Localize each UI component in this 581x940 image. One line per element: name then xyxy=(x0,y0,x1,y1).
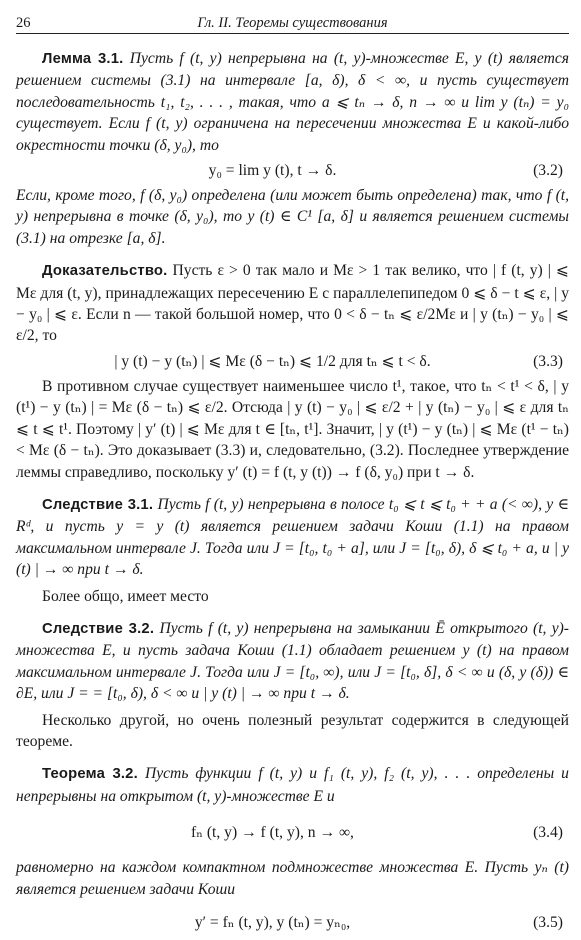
corollary-3-2-paragraph xyxy=(16,618,569,705)
lemma-label: Лемма 3.1. xyxy=(42,51,124,67)
corollary-3-2-label: Следствие 3.2. xyxy=(42,620,155,637)
theorem-statement-part-1: Пусть функции f (t, y) и f₁ (t, y), f₂ (t, y), . . . определены и непрерывны на открытом (t, y)-множестве E и xyxy=(16,765,569,805)
lemma-paragraph xyxy=(16,48,569,156)
proof-paragraph xyxy=(16,260,569,347)
equation-3-3-tag: (3.3) xyxy=(533,352,563,370)
equation-3-2-formula: y₀ = lim y (t), t → δ. xyxy=(208,162,337,180)
equation-3-3 xyxy=(16,349,569,374)
equation-3-3-formula: | y (t) − y (tₙ) | ⩽ Mε (δ − tₙ) ⩽ 1/2 для tₙ ⩽ t < δ. xyxy=(114,352,431,370)
theorem-label: Теорема 3.2. xyxy=(42,766,138,783)
equation-3-2-tag: (3.2) xyxy=(533,162,563,180)
equation-3-4 xyxy=(16,815,569,851)
lemma-continuation xyxy=(16,185,569,249)
equation-3-5 xyxy=(16,906,569,940)
running-header xyxy=(16,14,569,34)
corollary-3-1-label: Следствие 3.1. xyxy=(42,496,154,513)
theorem-statement-part-2: равномерно на каждом компактном подмножестве множества E. Пусть yₙ (t) является решением задачи Коши xyxy=(16,859,569,898)
equation-3-4-formula: fₙ (t, y) → f (t, y), n → ∞, xyxy=(191,824,354,842)
proof-label: Доказательство. xyxy=(42,263,168,280)
equation-3-2 xyxy=(16,158,569,183)
equation-3-4-tag: (3.4) xyxy=(533,824,563,842)
lemma-statement-part-1: Пусть f (t, y) непрерывна на (t, y)-множестве E, y (t) является решением системы (3.1) на интервале [a, δ), δ < ∞, и пусть существует последовательность t₁, t₂, . . . , такая, что a ⩽ tₙ → δ, n → ∞ и lim y (tₙ) = y₀ существует. Если f (t, y) ограничена на пересечении множества E и какой-либо окрестности точки (δ, y₀), то xyxy=(16,50,570,154)
page-number: 26 xyxy=(16,15,31,31)
lemma-statement-part-2: Если, кроме того, f (δ, y₀) определена (или может быть определена) так, что f (t, y) непрерывна в точке (δ, y₀), то y (t) ∈ C¹ [a, δ] и является решением системы (3.1) на отрезке [a, δ]. xyxy=(16,187,569,247)
proof-text-part-1: Пусть ε > 0 так мало и Mε > 1 так велико, что | f (t, y) | ⩽ Mε для (t, y), принадлежащих пересечению E с параллелепипедом 0 ⩽ δ − t ⩽ ε, | y − y₀ | ⩽ ε. Если n — такой большой номер, что 0 < δ − tₙ ⩽ ε/2Mε и | y (tₙ) − y₀ | ⩽ ε/2, то xyxy=(16,262,569,345)
theorem-continuation xyxy=(16,857,569,900)
running-title: Гл. II. Теоремы существования xyxy=(197,15,388,31)
equation-3-5-formula: y′ = fₙ (t, y), y (tₙ) = yₙ₀, xyxy=(194,914,351,931)
corollary-3-1-statement: Пусть f (t, y) непрерывна в полосе t₀ ⩽ t ⩽ t₀ + + a (< ∞), y ∈ Rᵈ, и пусть y = y (t) является решением задачи Коши (1.1) на правом максимальном интервале J. Тогда или J = [t₀, t₀ + a], или J = [t₀, δ), δ ⩽ t₀ + a, и | y (t) | → ∞ при t → δ. xyxy=(16,495,569,579)
corollary-3-1-paragraph xyxy=(16,494,569,581)
proof-continuation: В противном случае существует наименьшее число t¹, такое, что tₙ < t¹ < δ, | y (t¹) − y (tₙ) | = Mε (δ − tₙ) ⩽ ε/2. Отсюда | y (t) − y₀ | ⩽ ε/2 + | y (tₙ) − y₀ | ⩽ ε для tₙ ⩽ t ⩽ t¹. Поэтому | y′ (t) | ⩽ Mε для t ∈ [tₙ, t¹]. Значит, | y (t¹) − y (tₙ) | ⩽ Mε (t¹ − tₙ) < Mε (δ − tₙ). Это доказывает (3.3) и, следовательно, (3.2). Последнее утверждение леммы справедливо, поскольку y′ (t) = f (t, y (t)) → f (δ, y₀) при t → δ. xyxy=(16,377,569,481)
equation-3-5-tag: (3.5) xyxy=(533,914,563,931)
remark-more-general: Более общо, имеет место xyxy=(42,587,209,605)
remark-next-theorem: Несколько другой, но очень полезный результат содержится в следующей теореме. xyxy=(16,711,569,750)
corollary-3-2-statement: Пусть f (t, y) непрерывна на замыкании Ē открытого (t, y)-множества E, и пусть задача Коши (1.1) обладает решением y (t) на правом максимальном интервале J. Тогда или J = [t₀, ∞), или J = [t₀, δ], δ < ∞ и (δ, y (δ)) ∈ ∂E, или J = = [t₀, δ), δ < ∞ и | y (t) | → ∞ при t → δ. xyxy=(16,619,570,703)
theorem-paragraph xyxy=(16,763,569,807)
